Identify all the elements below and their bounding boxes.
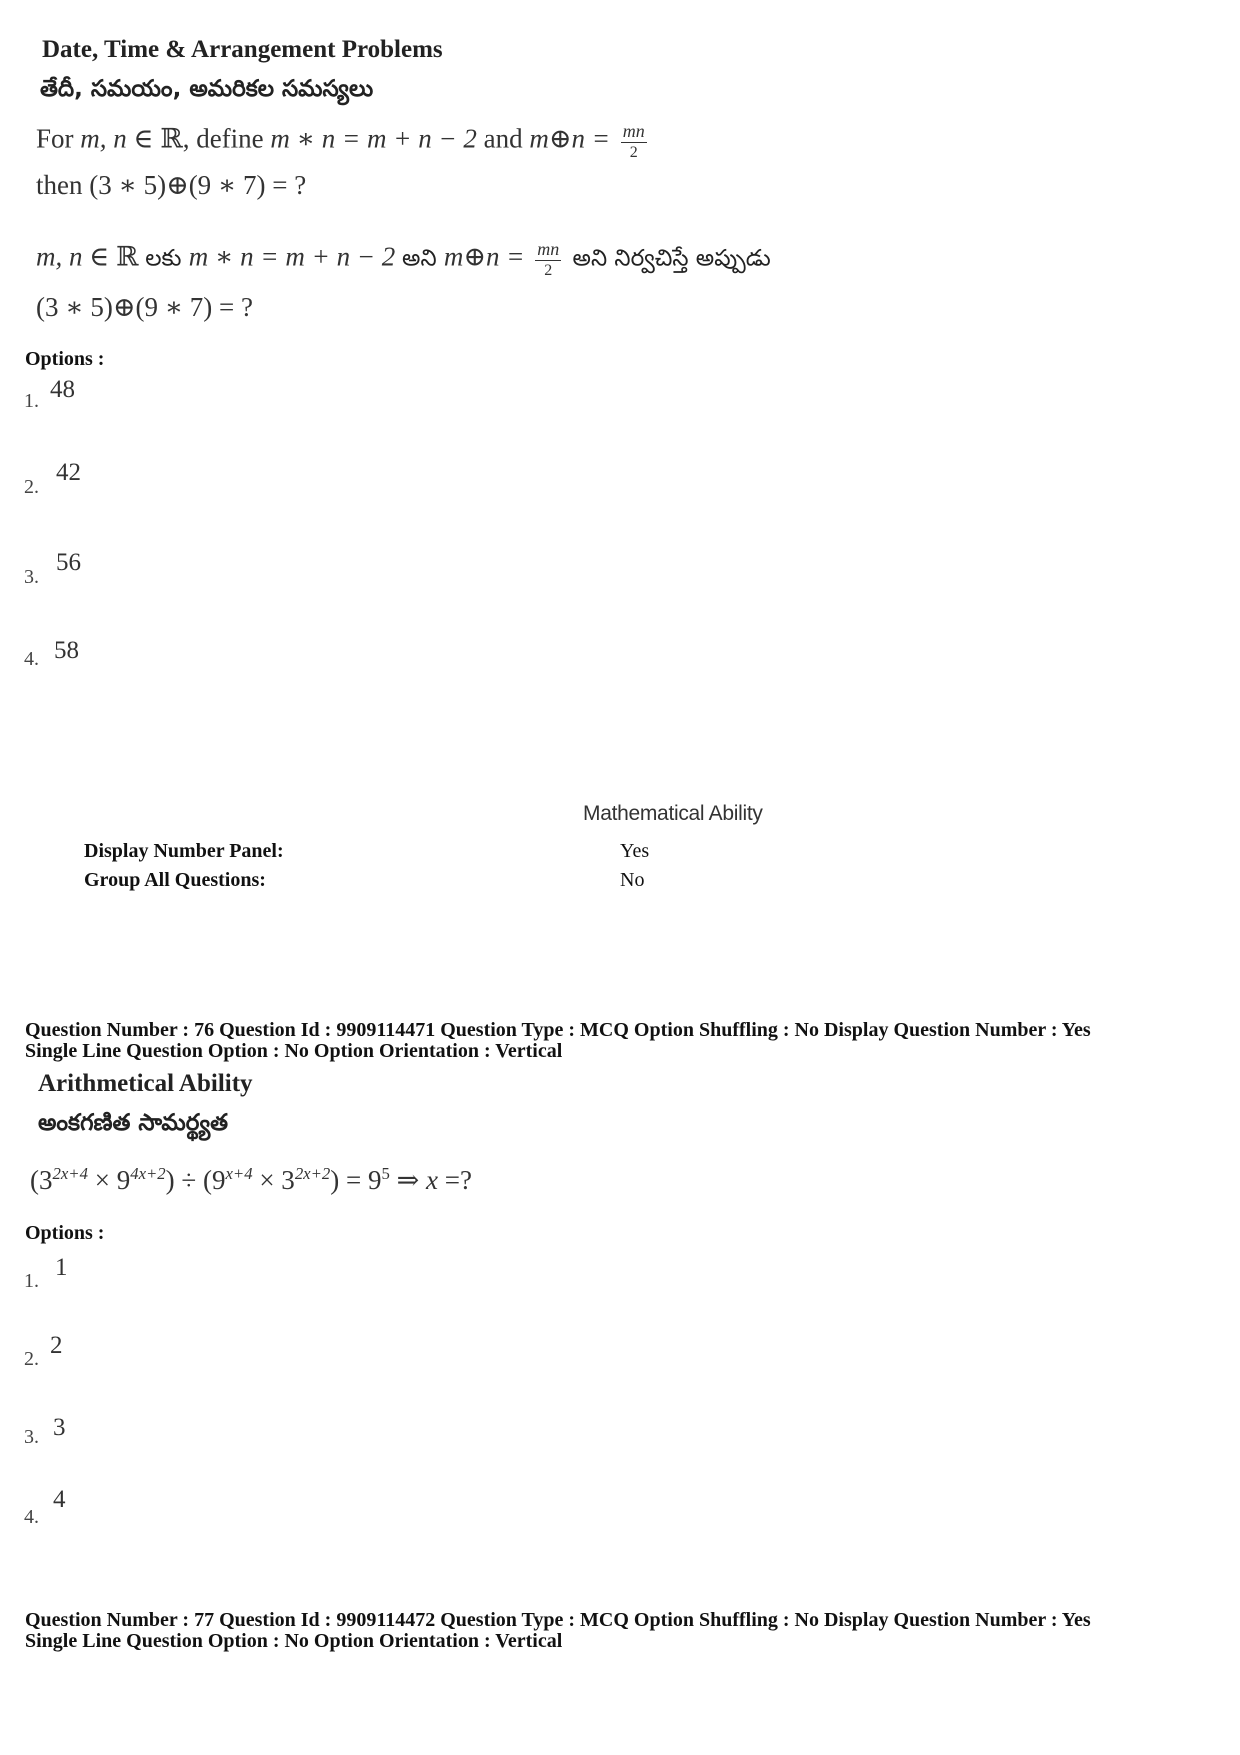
q77-meta-line1: Question Number : 77 Question Id : 9909114472 Question Type : MCQ Option Shuffling : No Display Question Number : Yes bbox=[25, 1609, 1091, 1631]
q76-option-value[interactable]: 4 bbox=[53, 1486, 66, 1513]
q76-option-number: 1. bbox=[24, 1270, 39, 1292]
q75-te-statement-line2: (3 ∗ 5)⊕(9 ∗ 7) = ? bbox=[36, 292, 254, 322]
q75-option-number: 2. bbox=[24, 476, 39, 498]
q75-option-number: 3. bbox=[24, 566, 39, 588]
q76-option-value[interactable]: 3 bbox=[53, 1414, 66, 1441]
group-all-questions-value: No bbox=[620, 869, 645, 891]
q75-statement-line2: then (3 ∗ 5)⊕(9 ∗ 7) = ? bbox=[36, 170, 307, 200]
q76-heading-en: Arithmetical Ability bbox=[38, 1070, 253, 1097]
q75-option-value[interactable]: 56 bbox=[56, 549, 81, 576]
q75-option-number: 4. bbox=[24, 648, 39, 670]
q76-options-label: Options : bbox=[25, 1222, 105, 1244]
q76-option-number: 3. bbox=[24, 1426, 39, 1448]
q76-meta-line1: Question Number : 76 Question Id : 9909114471 Question Type : MCQ Option Shuffling : No Display Question Number : Yes bbox=[25, 1019, 1091, 1041]
q76-meta-line2: Single Line Question Option : No Option Orientation : Vertical bbox=[25, 1040, 563, 1062]
q77-meta-line2: Single Line Question Option : No Option Orientation : Vertical bbox=[25, 1630, 563, 1652]
q75-fraction: $\frac{mn}{2}$ bbox=[622, 121, 645, 161]
q75-option-value[interactable]: 58 bbox=[54, 637, 79, 664]
q76-option-value[interactable]: 1 bbox=[55, 1254, 68, 1281]
display-number-panel-value: Yes bbox=[620, 840, 650, 862]
group-all-questions-label: Group All Questions: bbox=[84, 869, 266, 891]
q76-option-number: 2. bbox=[24, 1348, 39, 1370]
q75-option-value[interactable]: 48 bbox=[50, 376, 75, 403]
q75-option-number: 1. bbox=[24, 390, 39, 412]
section-title: Mathematical Ability bbox=[583, 802, 763, 825]
q76-option-value[interactable]: 2 bbox=[50, 1332, 63, 1359]
q76-heading-te: అంకగణిత సామర్థ్యత bbox=[38, 1110, 229, 1136]
q76-option-number: 4. bbox=[24, 1506, 39, 1528]
q75-heading-te: తేదీ, సమయం, అమరికల సమస్యలు bbox=[40, 76, 374, 102]
q75-te-fraction: $\frac{mn}{2}$ bbox=[537, 239, 560, 279]
q75-heading-en: Date, Time & Arrangement Problems bbox=[42, 36, 443, 63]
q75-options-label: Options : bbox=[25, 348, 105, 370]
q75-statement-line1: For m, n ∈ ℝ, define m ∗ n = m + n − 2 and m⊕n = $\frac{mn}{2}$ bbox=[36, 121, 645, 161]
q75-te-statement-line1: m, n ∈ ℝ లకు m ∗ n = m + n − 2 అని m⊕n = $\frac{mn}{2}$ అని నిర్వచిస్తే అప్పుడు bbox=[36, 239, 771, 279]
display-number-panel-label: Display Number Panel: bbox=[84, 840, 284, 862]
q75-option-value[interactable]: 42 bbox=[56, 459, 81, 486]
q76-statement: $(3^{2x+4} \times 9^{4x+2}) \div (9^{x+4} \times 3^{2x+2}) = 9^5$ ⇒ x =? bbox=[30, 1164, 472, 1195]
